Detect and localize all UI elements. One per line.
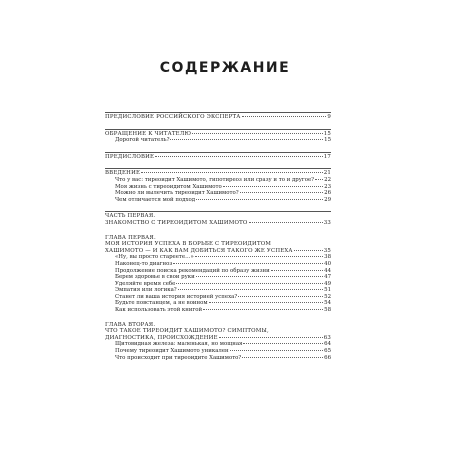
toc-subentry[interactable]: Берем здоровье в свои руки 47 <box>115 274 331 281</box>
toc-subentry[interactable]: Как использовать этой книгой 58 <box>115 307 331 314</box>
toc-entry-part-one[interactable]: ЧАСТЬ ПЕРВАЯ. ЗНАКОМСТВО С ТИРЕОИДИТОМ ХАШИМОТО 33 <box>105 213 331 226</box>
toc-subentry[interactable]: Почему тиреоидит Хашимото уникален 65 <box>115 348 331 355</box>
toc-entry-dear-reader[interactable]: Дорогой читатель? 15 <box>115 137 331 144</box>
toc-entry-preface[interactable]: ПРЕДИСЛОВИЕ 17 <box>105 153 331 160</box>
toc-entry-reader[interactable]: ОБРАЩЕНИЕ К ЧИТАТЕЛЮ 15 <box>105 130 331 137</box>
table-of-contents <box>105 112 331 361</box>
divider <box>105 129 331 130</box>
toc-entry-intro[interactable]: ВВЕДЕНИЕ 21 <box>105 170 331 177</box>
divider <box>105 211 331 212</box>
page-title: СОДЕРЖАНИЕ <box>159 60 291 76</box>
toc-subentry[interactable]: Наконец-то диагноз 40 <box>115 260 331 267</box>
toc-subentry[interactable]: «Ну, вы просто стареете…» 38 <box>115 254 331 261</box>
divider <box>105 112 331 113</box>
toc-subentry[interactable]: Станет ли ваша история историей успеха? 52 <box>115 293 331 300</box>
toc-entry-preface-expert[interactable]: ПРЕДИСЛОВИЕ РОССИЙСКОГО ЭКСПЕРТА 9 <box>105 114 331 120</box>
toc-subentry[interactable]: Что у вас: тиреоидит Хашимото, гипотиреоз или сразу и то и другое? 22 <box>115 176 331 183</box>
toc-subentry[interactable]: Можно ли вылечить тиреоидит Хашимото? 26 <box>115 190 331 197</box>
toc-subentry[interactable]: Будьте повстанцем, а не воином 54 <box>115 300 331 307</box>
toc-subentry[interactable]: Эмпатия или логика? 51 <box>115 287 331 294</box>
toc-subentry[interactable]: Продолжение поиска рекомендаций по образу жизни 44 <box>115 267 331 274</box>
toc-entry-chapter-one[interactable]: ГЛАВА ПЕРВАЯ. МОЯ ИСТОРИЯ УСПЕХА В БОРЬБЕ С ТИРЕОИДИТОМ ХАШИМОТО — И КАК ВАМ ДОБИТЬСЯ ТАКОГО ЖЕ УСПЕХА 35 <box>105 234 331 254</box>
toc-subentry[interactable]: Щитовидная железа: маленькая, но мощная 64 <box>115 341 331 348</box>
toc-subentry[interactable]: Моя жизнь с тиреоидитом Хашимото 23 <box>115 183 331 190</box>
divider <box>105 152 331 153</box>
toc-subentry[interactable]: Что происходит при тиреоидите Хашимото? 66 <box>115 354 331 361</box>
toc-subentry[interactable]: Уделяйте время себе 49 <box>115 280 331 287</box>
toc-entry-chapter-two[interactable]: ГЛАВА ВТОРАЯ. ЧТО ТАКОЕ ТИРЕОИДИТ ХАШИМОТО? СИМПТОМЫ, ДИАГНОСТИКА, ПРОИСХОЖДЕНИЕ 63 <box>105 321 331 341</box>
divider <box>105 168 331 169</box>
toc-subentry[interactable]: Чем отличается мой подход 29 <box>115 196 331 203</box>
